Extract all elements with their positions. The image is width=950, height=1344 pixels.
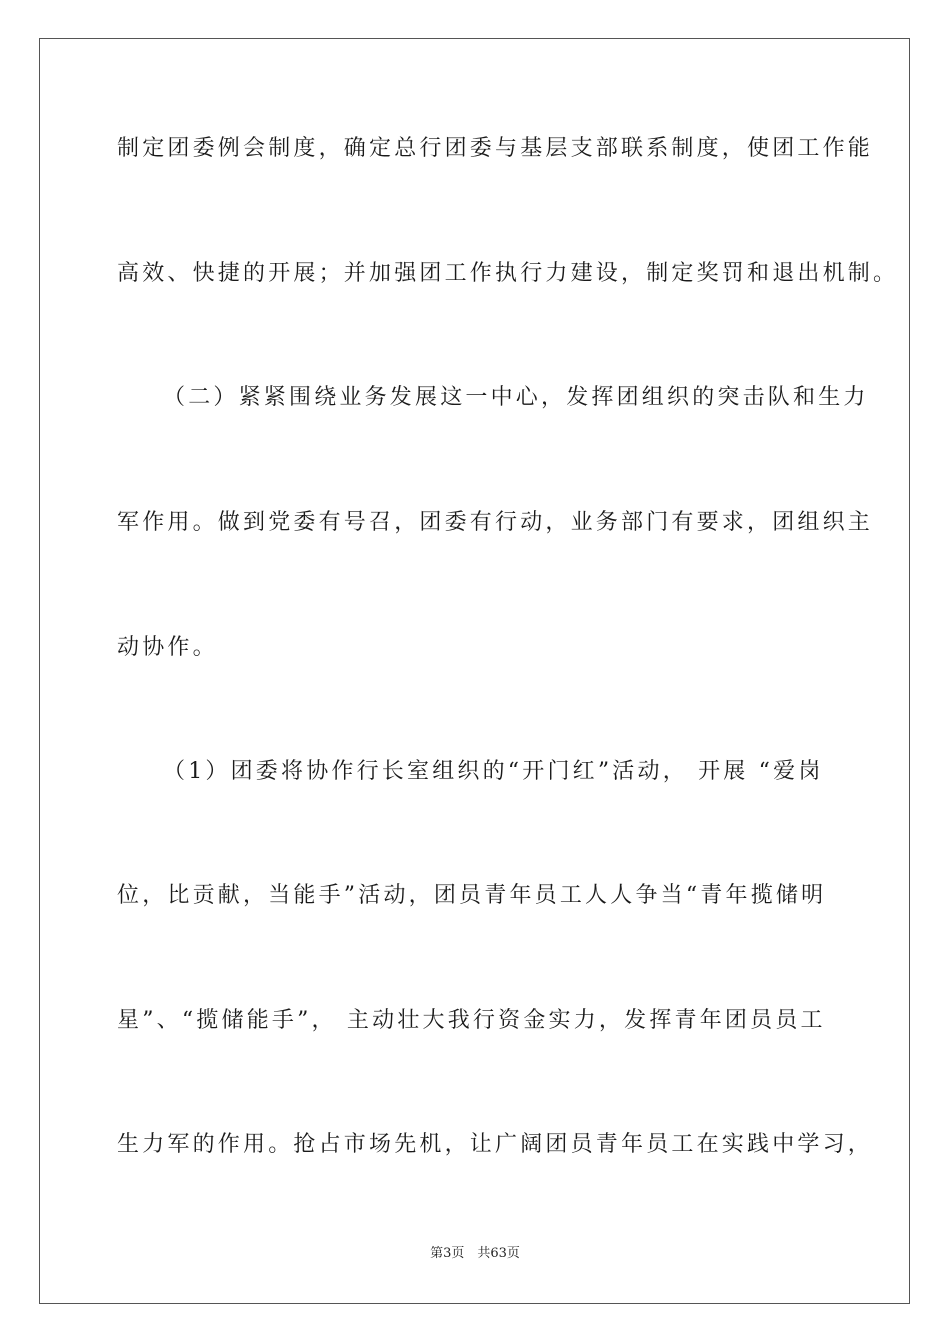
page-number: 第3页 共63页 [430,1246,520,1261]
body-line-5: 动协作。 [117,635,218,660]
body-line-9: 生力军的作用。抢占市场先机，让广阔团员青年员工在实践中学习， [117,1132,874,1157]
body-line-7: 位，比贡献，当能手”活动，团员青年员工人人争当“青年揽储明 [117,883,827,908]
body-line-3: （二）紧紧围绕业务发展这一中心，发挥团组织的突击队和生力 [163,385,869,410]
body-line-6: （1）团委将协作行长室组织的“开门红”活动， 开展 “爱岗 [163,759,824,784]
body-line-2: 高效、快捷的开展；并加强团工作执行力建设，制定奖罚和退出机制。 [117,261,899,286]
body-line-1: 制定团委例会制度，确定总行团委与基层支部联系制度，使团工作能 [117,136,874,161]
body-line-4: 军作用。做到党委有号召，团委有行动，业务部门有要求，团组织主 [117,510,874,535]
page-border [39,38,910,1304]
body-line-8: 星”、“揽储能手”， 主动壮大我行资金实力，发挥青年团员员工 [117,1008,826,1033]
